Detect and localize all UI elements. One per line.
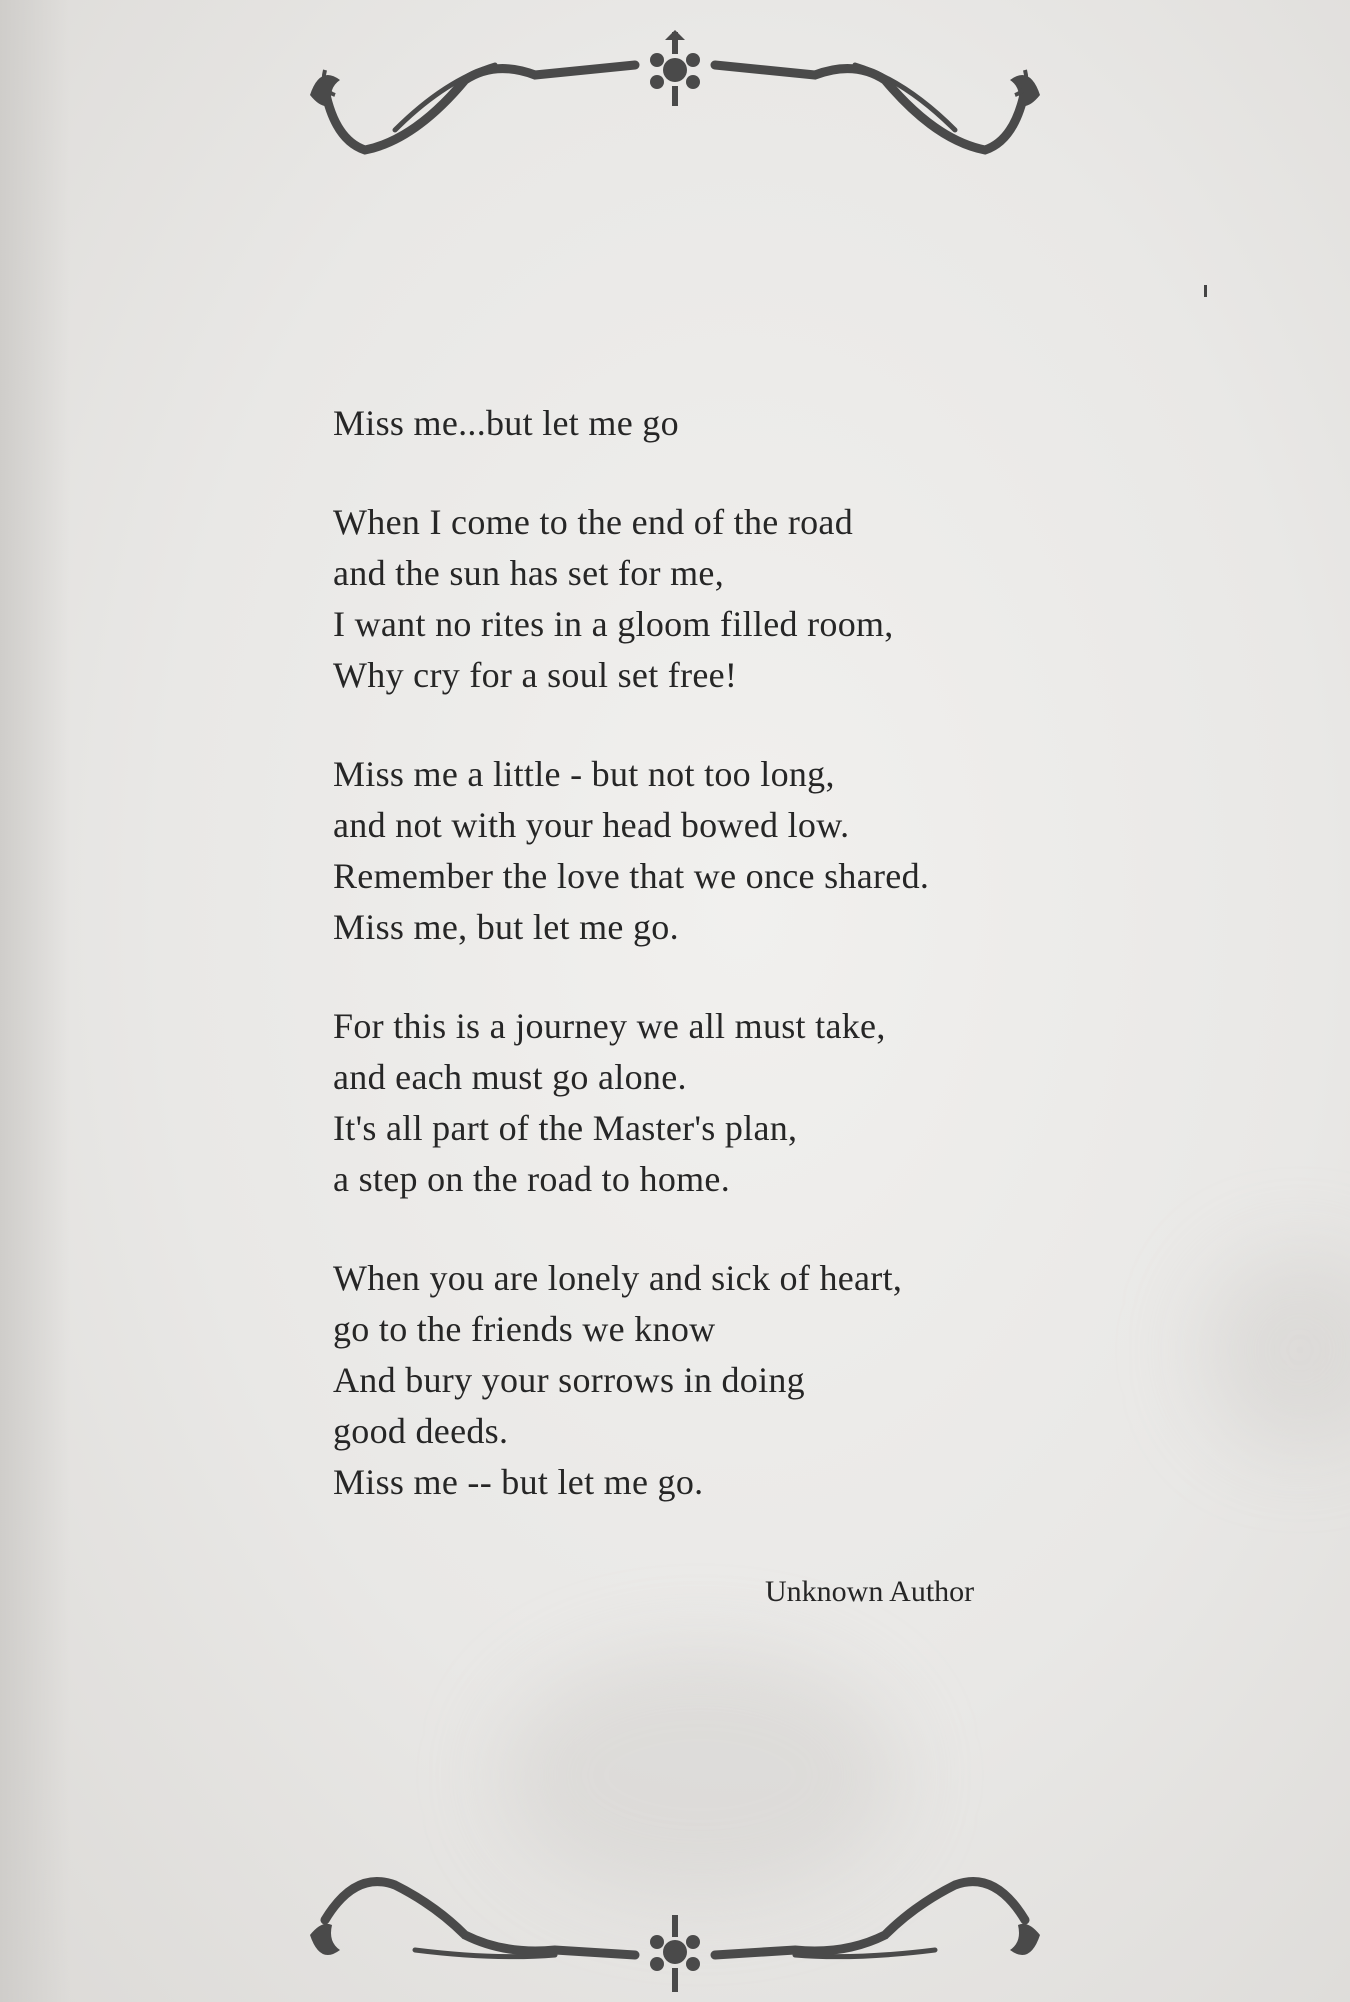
poem-line: go to the friends we know	[333, 1309, 716, 1349]
poem-line: Miss me -- but let me go.	[333, 1462, 704, 1502]
stray-mark	[1204, 285, 1207, 297]
poem-line: and the sun has set for me,	[333, 553, 725, 593]
poem-line: It's all part of the Master's plan,	[333, 1108, 798, 1148]
stanza-4	[333, 1253, 1233, 1508]
poem-line: When you are lonely and sick of heart,	[333, 1258, 903, 1298]
stanza-3	[333, 1001, 1233, 1205]
poem-line: good deeds.	[333, 1411, 509, 1451]
poem-line: Miss me, but let me go.	[333, 907, 679, 947]
poem-title: Miss me...but let me go	[333, 403, 679, 443]
poem-line: For this is a journey we all must take,	[333, 1006, 886, 1046]
poem-author: Unknown Author	[765, 1575, 975, 1608]
poem-line: Miss me a little - but not too long,	[333, 754, 835, 794]
poem-line: Remember the love that we once shared.	[333, 856, 930, 896]
poem-line: When I come to the end of the road	[333, 502, 854, 542]
stanza-2	[333, 749, 1233, 953]
page-edge-shadow	[0, 0, 70, 2002]
scroll-ornament-bottom-icon	[295, 1860, 1055, 2002]
poem-line: and each must go alone.	[333, 1057, 687, 1097]
poem-line: I want no rites in a gloom filled room,	[333, 604, 894, 644]
scroll-ornament-top-icon	[295, 20, 1055, 170]
poem-line: Why cry for a soul set free!	[333, 655, 738, 695]
poem-line: and not with your head bowed low.	[333, 805, 850, 845]
poem-line: And bury your sorrows in doing	[333, 1360, 805, 1400]
poem-body	[333, 398, 1233, 1556]
stanza-1	[333, 497, 1233, 701]
poem-line: a step on the road to home.	[333, 1159, 730, 1199]
